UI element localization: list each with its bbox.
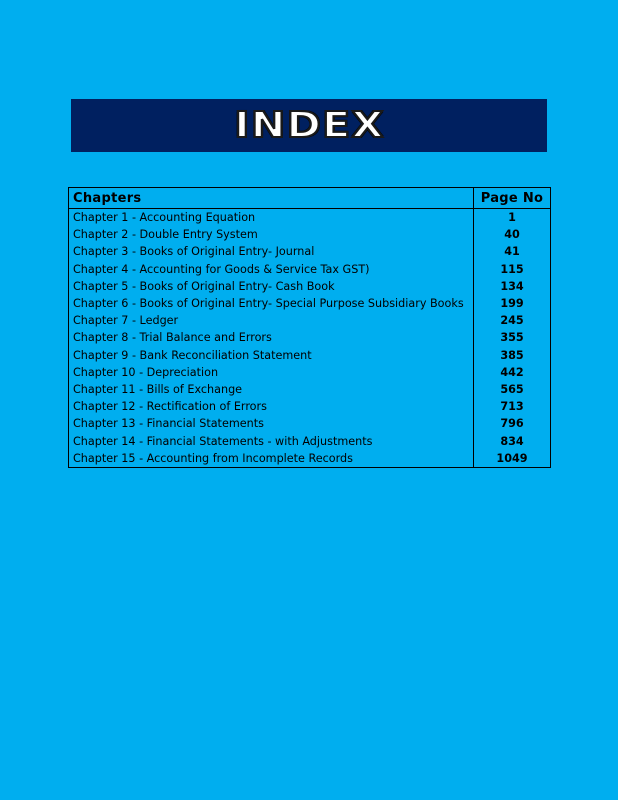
- table-row: [69, 415, 551, 432]
- page-number: 565: [474, 381, 551, 398]
- page-number: 1049: [474, 450, 551, 468]
- page-title: INDEX: [233, 104, 385, 146]
- page-number: 385: [474, 347, 551, 364]
- table-row: [69, 209, 551, 227]
- table-row: [69, 261, 551, 278]
- table-row: [69, 432, 551, 449]
- title-banner: [71, 99, 547, 152]
- chapter-title: Chapter 13 - Financial Statements: [69, 415, 474, 432]
- table-row: [69, 329, 551, 346]
- chapter-title: Chapter 10 - Depreciation: [69, 364, 474, 381]
- table-row: [69, 312, 551, 329]
- page-number: 115: [474, 261, 551, 278]
- chapter-title: Chapter 12 - Rectification of Errors: [69, 398, 474, 415]
- table-row: [69, 364, 551, 381]
- chapter-title: Chapter 15 - Accounting from Incomplete Records: [69, 450, 474, 468]
- page-number: 834: [474, 432, 551, 449]
- chapter-title: Chapter 4 - Accounting for Goods & Service Tax GST): [69, 261, 474, 278]
- chapters-column-header: Chapters: [69, 188, 474, 209]
- chapter-title: Chapter 8 - Trial Balance and Errors: [69, 329, 474, 346]
- chapter-title: Chapter 7 - Ledger: [69, 312, 474, 329]
- chapter-title: Chapter 9 - Bank Reconciliation Statement: [69, 347, 474, 364]
- table-row: [69, 226, 551, 243]
- page-number: 1: [474, 209, 551, 227]
- page-number: 40: [474, 226, 551, 243]
- chapter-title: Chapter 5 - Books of Original Entry- Cash Book: [69, 278, 474, 295]
- page-number: 199: [474, 295, 551, 312]
- page-number: 355: [474, 329, 551, 346]
- table-row: [69, 278, 551, 295]
- table-row: [69, 398, 551, 415]
- page-number: 796: [474, 415, 551, 432]
- table-row: [69, 381, 551, 398]
- chapter-title: Chapter 6 - Books of Original Entry- Special Purpose Subsidiary Books: [69, 295, 474, 312]
- table-row: [69, 347, 551, 364]
- chapter-title: Chapter 1 - Accounting Equation: [69, 209, 474, 227]
- page-number: 713: [474, 398, 551, 415]
- table-header-row: [69, 188, 551, 209]
- table-row: [69, 450, 551, 468]
- table-row: [69, 243, 551, 260]
- page-number: 134: [474, 278, 551, 295]
- page-number: 245: [474, 312, 551, 329]
- table-row: [69, 295, 551, 312]
- chapter-title: Chapter 11 - Bills of Exchange: [69, 381, 474, 398]
- page-number: 442: [474, 364, 551, 381]
- chapter-title: Chapter 14 - Financial Statements - with Adjustments: [69, 432, 474, 449]
- page-no-column-header: Page No: [474, 188, 551, 209]
- chapter-index-table: [68, 187, 551, 468]
- chapter-title: Chapter 3 - Books of Original Entry- Journal: [69, 243, 474, 260]
- page-number: 41: [474, 243, 551, 260]
- chapter-title: Chapter 2 - Double Entry System: [69, 226, 474, 243]
